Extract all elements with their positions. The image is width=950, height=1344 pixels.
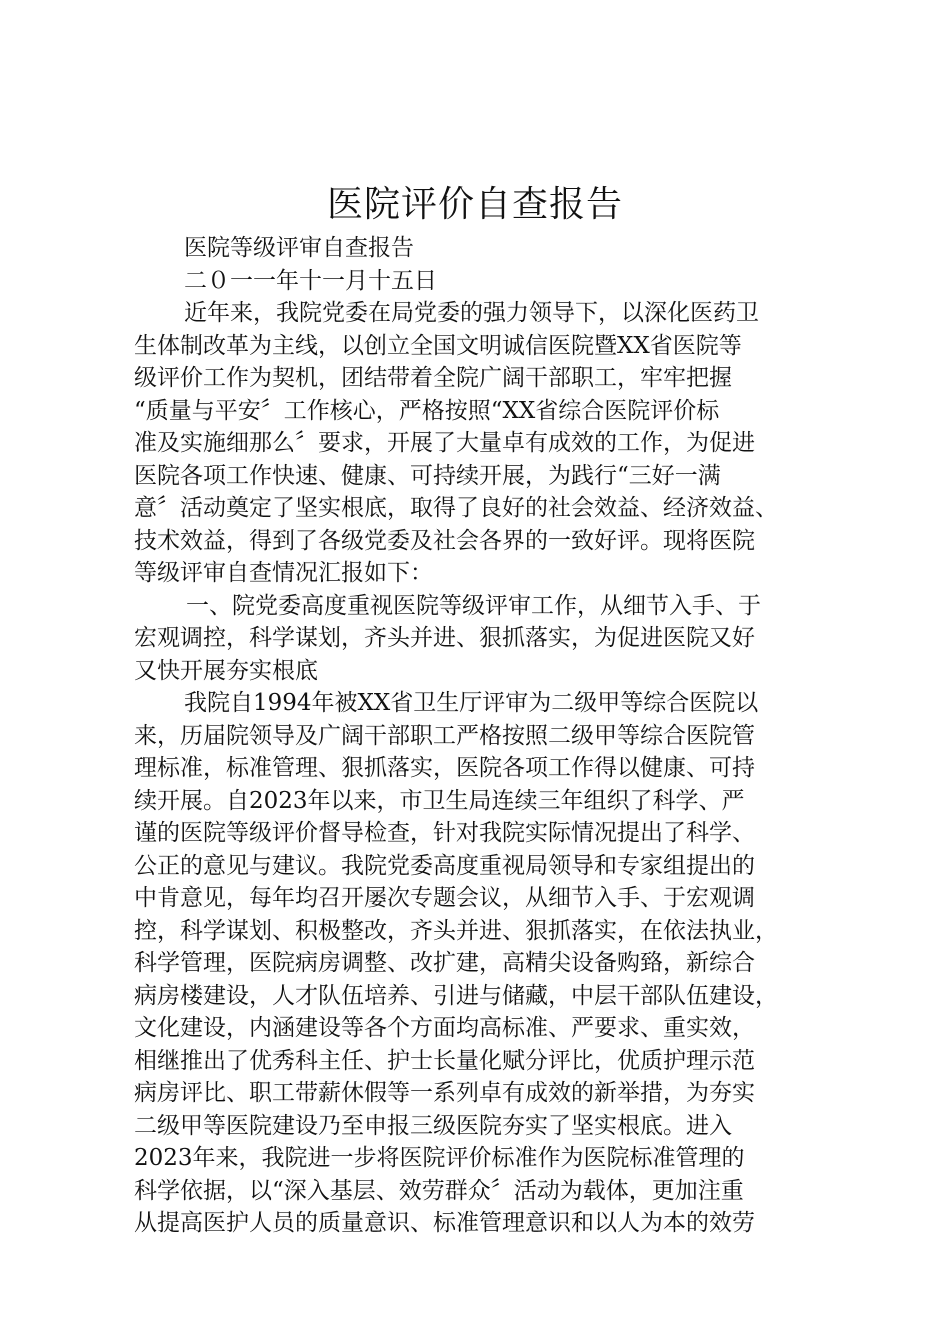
text-line: 技术效益，得到了各级党委及社会各界的一致好评。现将医院	[134, 527, 755, 554]
text-line: 来，历届院领导及广阔干部职工严格按照二级甲等综合医院管	[134, 722, 755, 749]
text-line: 科学管理，医院病房调整、改扩建，高精尖设备购臵，新综合	[134, 950, 755, 976]
text-line: 医院各项工作快速、健康、可持续开展，为践行“三好一满	[134, 462, 721, 489]
text-line: 控，科学谋划、积极整改，齐头并进、狠抓落实，在依法执业，	[134, 917, 778, 944]
text-line: 准及实施细那么〞要求，开展了大量卓有成效的工作，为促进	[134, 430, 755, 456]
text-line: 公正的意见与建议。我院党委高度重视局领导和专家组提出的	[134, 852, 755, 879]
text-line: 级评价工作为契机，团结带着全院广阔干部职工，牢牢把握	[134, 365, 732, 391]
text-line: 续开展。自2023年以来，市卫生局连续三年组织了科学、严	[134, 787, 745, 814]
text-line: 等级评审自查情况汇报如下：	[134, 560, 433, 586]
section-heading-line: 一、院党委高度重视医院等级评审工作，从细节入手、于	[186, 592, 761, 619]
text-line: 生体制改革为主线，以创立全国文明诚信医院暨XX省医院等	[134, 332, 742, 359]
text-line: 从提高医护人员的质量意识、标准管理意识和以人为本的效劳	[134, 1210, 755, 1236]
text-line: 我院自1994年被XX省卫生厅评审为二级甲等综合医院以	[184, 690, 759, 716]
text-line: 二０一一年十一月十五日	[184, 267, 437, 294]
text-line: 理标准，标准管理、狠抓落实，医院各项工作得以健康、可持	[134, 755, 755, 781]
text-line: 文化建设，内涵建设等各个方面均高标准、严要求、重实效，	[134, 1015, 755, 1041]
text-line: 医院等级评审自查报告	[184, 235, 414, 261]
text-line: 近年来，我院党委在局党委的强力领导下，以深化医药卫	[184, 300, 759, 326]
text-line: 中肯意见，每年均召开屡次专题会议，从细节入手、于宏观调	[134, 885, 755, 911]
text-line: 相继推出了优秀科主任、护士长量化赋分评比，优质护理示范	[134, 1047, 755, 1074]
document-body	[134, 232, 834, 1240]
text-line: 谨的医院等级评价督导检查，针对我院实际情况提出了科学、	[134, 820, 755, 846]
text-line: “质量与平安〞工作核心，严格按照“XX省综合医院评价标	[134, 397, 720, 424]
text-line: 二级甲等医院建设乃至申报三级医院夯实了坚实根底。进入	[134, 1112, 732, 1139]
section-heading-line: 宏观调控，科学谋划，齐头并进、狠抓落实，为促进医院又好	[134, 625, 755, 651]
text-line: 2023年来，我院进一步将医院评价标准作为医院标准管理的	[134, 1145, 745, 1171]
section-heading-line: 又快开展夯实根底	[134, 657, 318, 684]
text-line: 科学依据，以“深入基层、效劳群众〞活动为载体，更加注重	[134, 1177, 744, 1204]
document-title: 医院评价自查报告	[326, 184, 623, 225]
text-line: 病房楼建设，人才队伍培养、引进与储藏，中层干部队伍建设，	[134, 982, 778, 1009]
text-line: 病房评比、职工带薪休假等一系列卓有成效的新举措，为夯实	[134, 1080, 755, 1106]
text-line: 意〞活动奠定了坚实根底，取得了良好的社会效益、经济效益、	[134, 495, 778, 521]
